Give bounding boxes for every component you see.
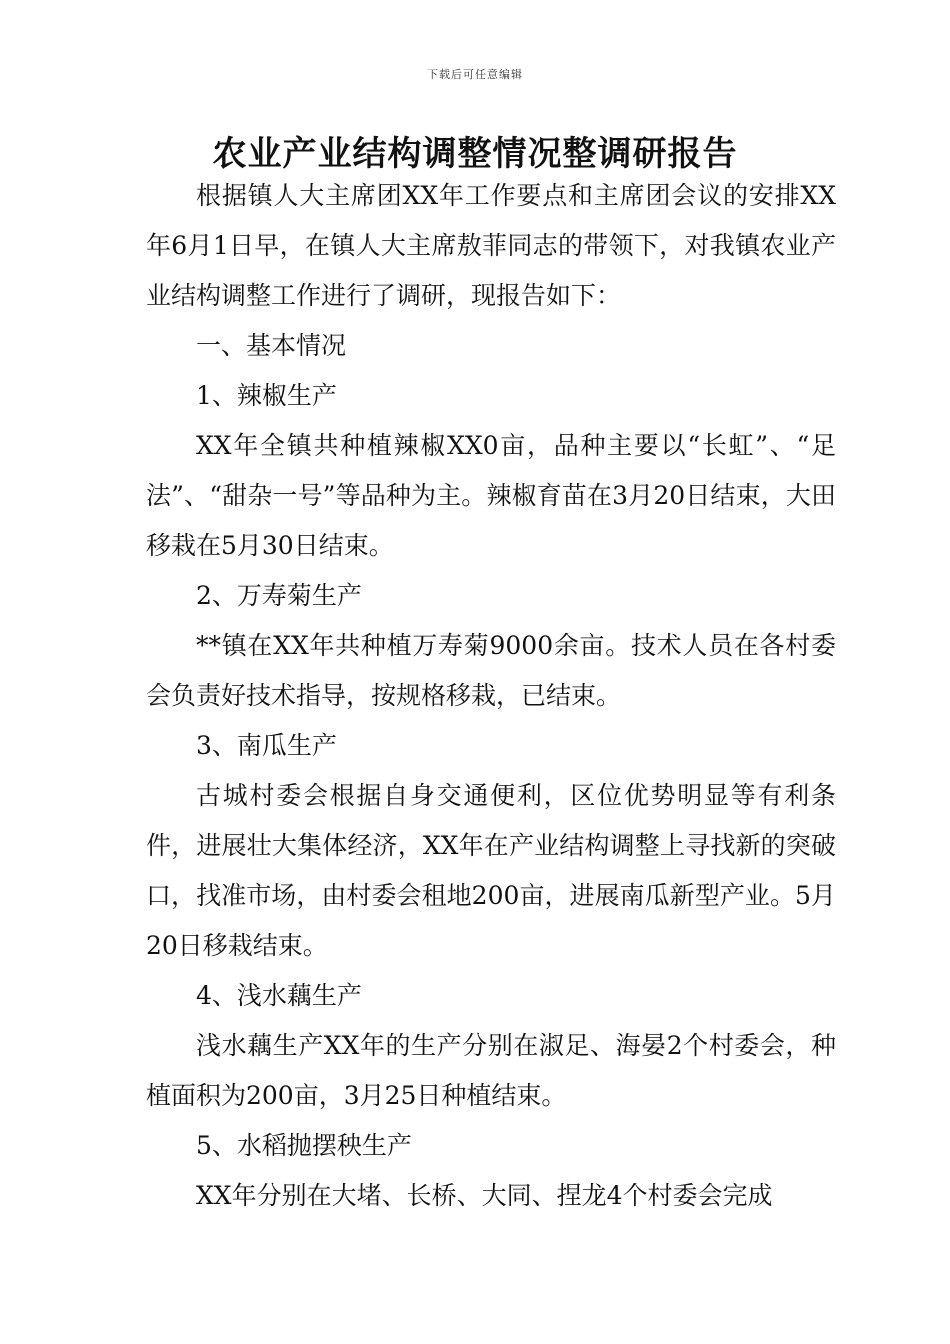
page-title: 农业产业结构调整情况整调研报告 xyxy=(212,134,738,174)
subheading-lotus-root: 4、浅水藕生产 xyxy=(196,981,362,1010)
subheading-pumpkin: 3、南瓜生产 xyxy=(196,731,337,760)
document-body xyxy=(146,171,836,1221)
paragraph-marigold: **镇在XX年共种植万寿菊9000余亩。技术人员在各村委会负责好技术指导，按规格移栽，已结束。 xyxy=(146,631,836,710)
paragraph-pepper: XX年全镇共种植辣椒XX0亩，品种主要以“长虹”、“足法”、“甜杂一号”等品种为主。辣椒育苗在3月20日结束，大田移栽在5月30日结束。 xyxy=(146,431,836,560)
paragraph-lotus-root: 浅水藕生产XX年的生产分别在淑足、海晏2个村委会，种植面积为200亩，3月25日种植结束。 xyxy=(146,1031,836,1110)
subheading-marigold: 2、万寿菊生产 xyxy=(196,581,362,610)
subheading-rice: 5、水稻抛摆秧生产 xyxy=(196,1131,412,1160)
paragraph-pumpkin: 古城村委会根据自身交通便利，区位优势明显等有利条件，进展壮大集体经济，XX年在产业结构调整上寻找新的突破口，找准市场，由村委会租地200亩，进展南瓜新型产业。5月20日移栽结束。 xyxy=(146,781,836,960)
header-note: 下载后可任意编辑 xyxy=(427,68,523,81)
paragraph-intro: 根据镇人大主席团XX年工作要点和主席团会议的安排XX年6月1日早，在镇人大主席敖菲同志的带领下，对我镇农业产业结构调整工作进行了调研，现报告如下： xyxy=(146,181,836,310)
section-heading-basic: 一、基本情况 xyxy=(196,331,347,360)
paragraph-rice: XX年分别在大堵、长桥、大同、捏龙4个村委会完成 xyxy=(196,1181,773,1210)
subheading-pepper: 1、辣椒生产 xyxy=(196,381,337,410)
